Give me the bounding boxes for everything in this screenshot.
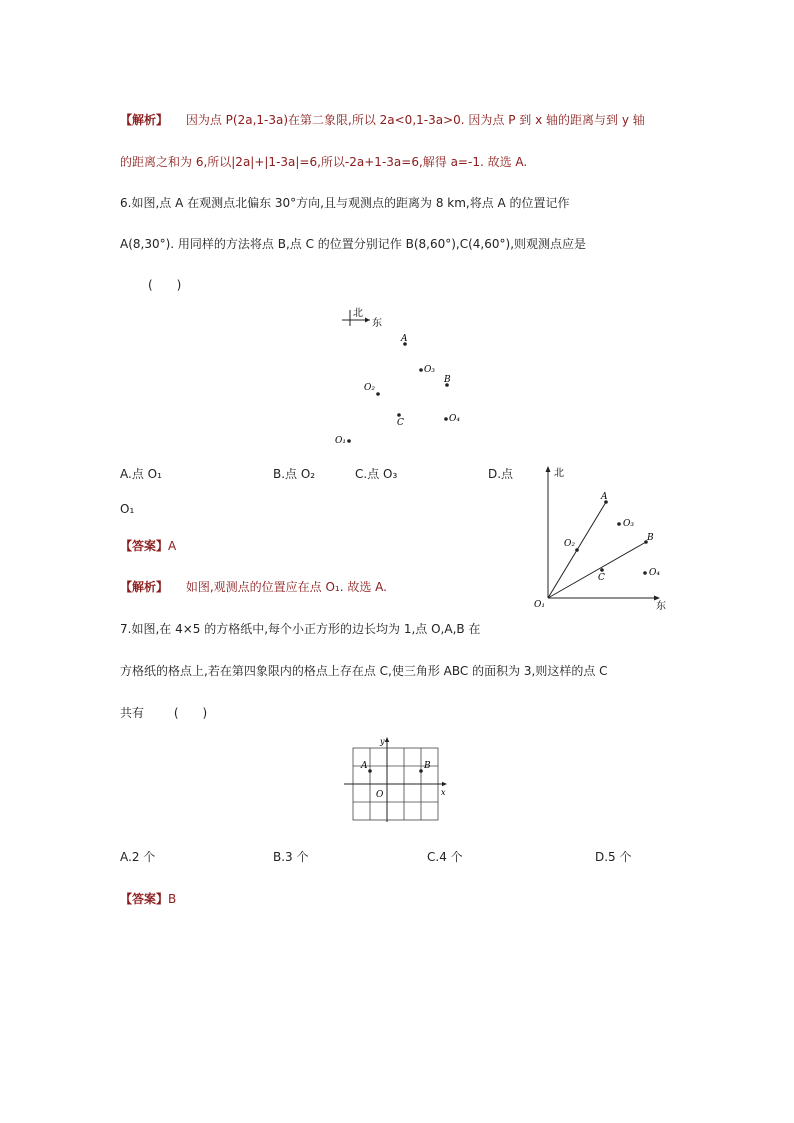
north-label: 北	[554, 468, 564, 479]
q7-option-a[interactable]: A.2 个	[120, 850, 156, 864]
q7-stem-line3	[120, 705, 207, 721]
label-b: B	[424, 761, 431, 771]
q7-grid-figure	[340, 734, 452, 826]
label-o: O	[376, 790, 384, 800]
q6-answer	[120, 538, 176, 554]
q7-option-c[interactable]: C.4 个	[427, 850, 463, 864]
point-b	[419, 769, 423, 773]
q6-option-c[interactable]: C.点 O₃	[355, 467, 398, 481]
q6-analysis-text: 如图,观测点的位置应在点 O₁. 故选 A.	[185, 580, 387, 594]
q7-answer	[120, 891, 176, 907]
label-o3: O₃	[424, 365, 435, 375]
q6-option-d[interactable]: D.点	[488, 467, 514, 481]
north-label: 北	[353, 308, 363, 319]
q6-option-b[interactable]: B.点 O₂	[273, 467, 316, 481]
label-c: C	[598, 573, 605, 583]
point-a	[368, 769, 372, 773]
label-b: B	[444, 375, 451, 385]
label-o2: O₂	[364, 383, 375, 393]
point-o4	[643, 571, 647, 575]
q7-stem-line1: 7.如图,在 4×5 的方格纸中,每个小正方形的边长均为 1,点 O,A,B 在	[120, 622, 481, 636]
label-o1: O₁	[335, 436, 346, 446]
q6-answer-paren: ( )	[148, 278, 182, 292]
q6-option-a[interactable]: A.点 O₁	[120, 467, 162, 481]
q7-option-b[interactable]: B.3 个	[273, 850, 309, 864]
q6-analysis	[120, 579, 387, 595]
east-label: 东	[656, 601, 666, 612]
point-o2	[376, 392, 380, 396]
answer-tag: 【答案】	[120, 539, 169, 553]
label-o2: O₂	[564, 539, 575, 549]
analysis-tag: 【解析】	[120, 113, 169, 127]
point-c	[397, 413, 401, 417]
q6-stem-line1: 6.如图,点 A 在观测点北偏东 30°方向,且与观测点的距离为 8 km,将点 A 的位置记作	[120, 196, 570, 210]
q7-stem-text3: 共有	[120, 706, 145, 720]
label-b: B	[647, 533, 654, 543]
label-o3: O₃	[623, 519, 634, 529]
q7-answer-paren: ( )	[173, 706, 208, 720]
label-o4: O₄	[649, 568, 660, 578]
label-o4: O₄	[449, 414, 460, 424]
point-o1	[347, 439, 351, 443]
point-o4	[444, 417, 448, 421]
q6-option-d-wrap: O₁	[120, 502, 135, 516]
point-o3	[419, 368, 423, 372]
answer-tag: 【答案】	[120, 892, 169, 906]
label-a: A	[601, 492, 608, 502]
q5-analysis-line2: 的距离之和为 6,所以|2a|+|1-3a|=6,所以-2a+1-3a=6,解得 a=-1. 故选 A.	[120, 155, 528, 169]
q5-analysis-text1: 因为点 P(2a,1-3a)在第二象限,所以 2a<0,1-3a>0. 因为点 P 到 x 轴的距离与到 y 轴	[185, 113, 645, 127]
point-c	[600, 568, 604, 572]
q6-solution-figure	[530, 462, 680, 617]
q6-stem-line2: A(8,30°). 用同样的方法将点 B,点 C 的位置分别记作 B(8,60°),C(4,60°),则观测点应是	[120, 237, 587, 251]
q7-option-d[interactable]: D.5 个	[595, 850, 632, 864]
point-o2	[575, 548, 579, 552]
q7-stem-line2: 方格纸的格点上,若在第四象限内的格点上存在点 C,使三角形 ABC 的面积为 3,则这样的点 C	[120, 664, 608, 678]
label-a: A	[361, 761, 368, 771]
q6-figure-compass-points	[330, 300, 480, 450]
label-o1: O₁	[534, 600, 545, 610]
q5-analysis-line1	[120, 112, 645, 128]
x-axis-label: x	[441, 788, 446, 797]
y-axis-label: y	[380, 737, 385, 746]
ray-ob	[548, 542, 646, 598]
analysis-tag: 【解析】	[120, 580, 169, 594]
point-o3	[617, 522, 621, 526]
east-label: 东	[372, 318, 382, 329]
answer-value: B	[168, 892, 177, 906]
answer-value: A	[168, 539, 177, 553]
label-c: C	[397, 418, 404, 428]
label-a: A	[401, 334, 408, 344]
